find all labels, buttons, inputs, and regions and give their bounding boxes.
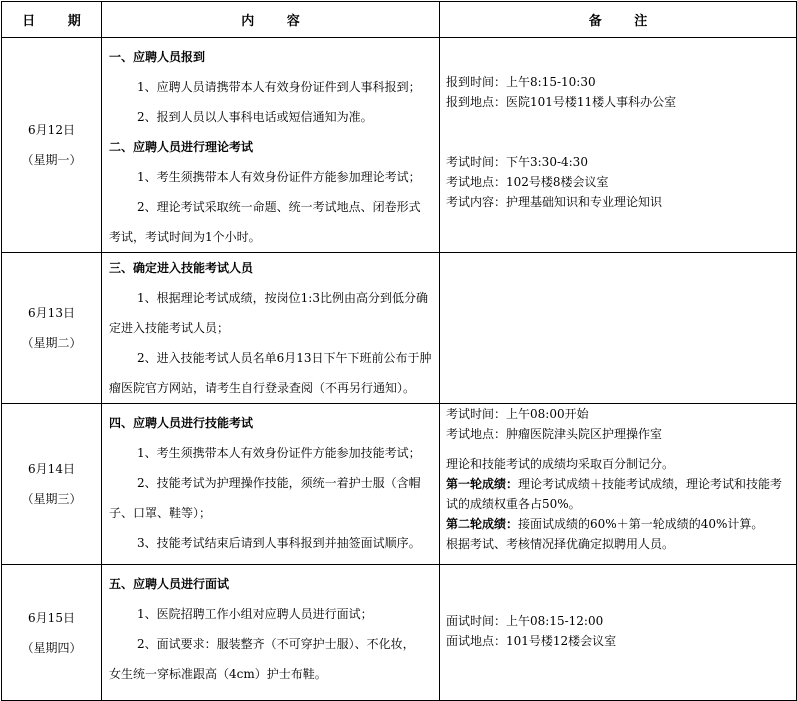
content-line: 1、应聘人员请携带本人有效身份证件到人事科报到；: [137, 80, 421, 94]
section-title: 二、应聘人员进行理论考试: [109, 140, 254, 154]
weekday-text: （星期四）: [21, 640, 82, 655]
content-line: 1、考生须携带本人有效身份证件方能参加技能考试；: [137, 446, 421, 460]
content-line: 2、面试要求：服装整齐（不可穿护士服）、不化妆，: [137, 637, 415, 651]
content-line: 子、口罩、鞋等）；: [109, 506, 212, 520]
date-cell: [2, 404, 102, 565]
content-line: 1、根据理论考试成绩，按岗位1:3比例由高分到低分确: [137, 291, 428, 305]
note-line: 报到地点：医院101号楼11楼人事科办公室: [446, 95, 677, 109]
content-line: 定进入技能考试人员；: [109, 321, 230, 335]
content-cell: [102, 565, 440, 701]
table-row: [2, 565, 797, 701]
note-line: 考试地点：肿瘤医院津头院区护理操作室: [446, 427, 663, 441]
schedule-table: [1, 1, 797, 701]
note-cell: [440, 565, 797, 701]
note-line: 考试内容：护理基础知识和专业理论知识: [446, 195, 663, 209]
content-cell: [102, 404, 440, 565]
header-note: 备 注: [440, 2, 797, 38]
date-cell: [2, 253, 102, 404]
note-line: 面试时间：上午08:15-12:00: [446, 614, 604, 628]
content-line: 瘤医院官方网站，请考生自行登录查阅（不再另行通知）。: [109, 381, 416, 395]
content-line: 2、理论考试采取统一命题、统一考试地点、闭卷形式: [137, 200, 421, 214]
date-text: 6月15日: [28, 610, 75, 625]
section-title: 三、确定进入技能考试人员: [109, 261, 254, 275]
table-row: [2, 404, 797, 565]
date-text: 6月12日: [28, 123, 75, 137]
content-line: 考试，考试时间为1个小时。: [109, 230, 261, 244]
note-bold-label: 第一轮成绩：: [446, 477, 519, 491]
table-row: [2, 253, 797, 404]
note-text: 理论考试成绩＋技能考试成绩，理论考试和技能考试的成绩权重各占50%。: [446, 477, 783, 511]
note-line: 考试地点：102号楼8楼会议室: [446, 175, 609, 189]
weekday-text: （星期二）: [21, 336, 82, 350]
header-row: [2, 2, 797, 38]
note-text: 接面试成绩的60%＋第一轮成绩的40%计算。: [518, 517, 764, 531]
date-cell: [2, 38, 102, 253]
section-title: 四、应聘人员进行技能考试: [109, 416, 254, 430]
note-bold-label: 第二轮成绩：: [446, 517, 519, 531]
date-text: 6月14日: [28, 462, 75, 476]
content-line: 3、技能考试结束后请到人事科报到并抽签面试顺序。: [137, 536, 421, 550]
content-line: 女生统一穿标准跟高（4cm）护士布鞋。: [109, 667, 327, 681]
date-cell: [2, 565, 102, 701]
note-cell: [440, 38, 797, 253]
date-text: 6月13日: [28, 306, 75, 320]
content-line: 2、技能考试为护理操作技能，须统一着护士服（含帽: [137, 476, 421, 490]
table-row: [2, 38, 797, 253]
note-line: 报到时间：上午8:15-10:30: [446, 75, 596, 89]
content-line: 2、进入技能考试人员名单6月13日下午下班前公布于肿: [137, 351, 432, 365]
note-cell: [440, 404, 797, 565]
content-line: 2、报到人员以人事科电话或短信通知为准。: [137, 110, 373, 124]
note-line: 根据考试、考核情况择优确定拟聘用人员。: [446, 537, 675, 551]
note-line: 考试时间：下午3:30-4:30: [446, 155, 588, 169]
section-title: 五、应聘人员进行面试: [109, 577, 230, 591]
content-line: 1、考生须携带本人有效身份证件方能参加理论考试；: [137, 170, 421, 184]
header-content: 内 容: [102, 2, 440, 38]
content-line: 1、医院招聘工作小组对应聘人员进行面试；: [137, 607, 373, 621]
section-title: 一、应聘人员报到: [109, 50, 206, 64]
note-line: [446, 474, 792, 514]
note-line: 考试时间：上午08:00开始: [446, 407, 589, 421]
note-line: [446, 514, 792, 534]
weekday-text: （星期三）: [21, 492, 82, 506]
content-cell: [102, 38, 440, 253]
weekday-text: （星期一）: [21, 153, 82, 167]
header-date: 日 期: [2, 2, 102, 38]
content-cell: [102, 253, 440, 404]
note-line: 理论和技能考试的成绩均采取百分制记分。: [446, 457, 675, 471]
note-line: 面试地点：101号楼12楼会议室: [446, 634, 617, 648]
note-cell: [440, 253, 797, 404]
